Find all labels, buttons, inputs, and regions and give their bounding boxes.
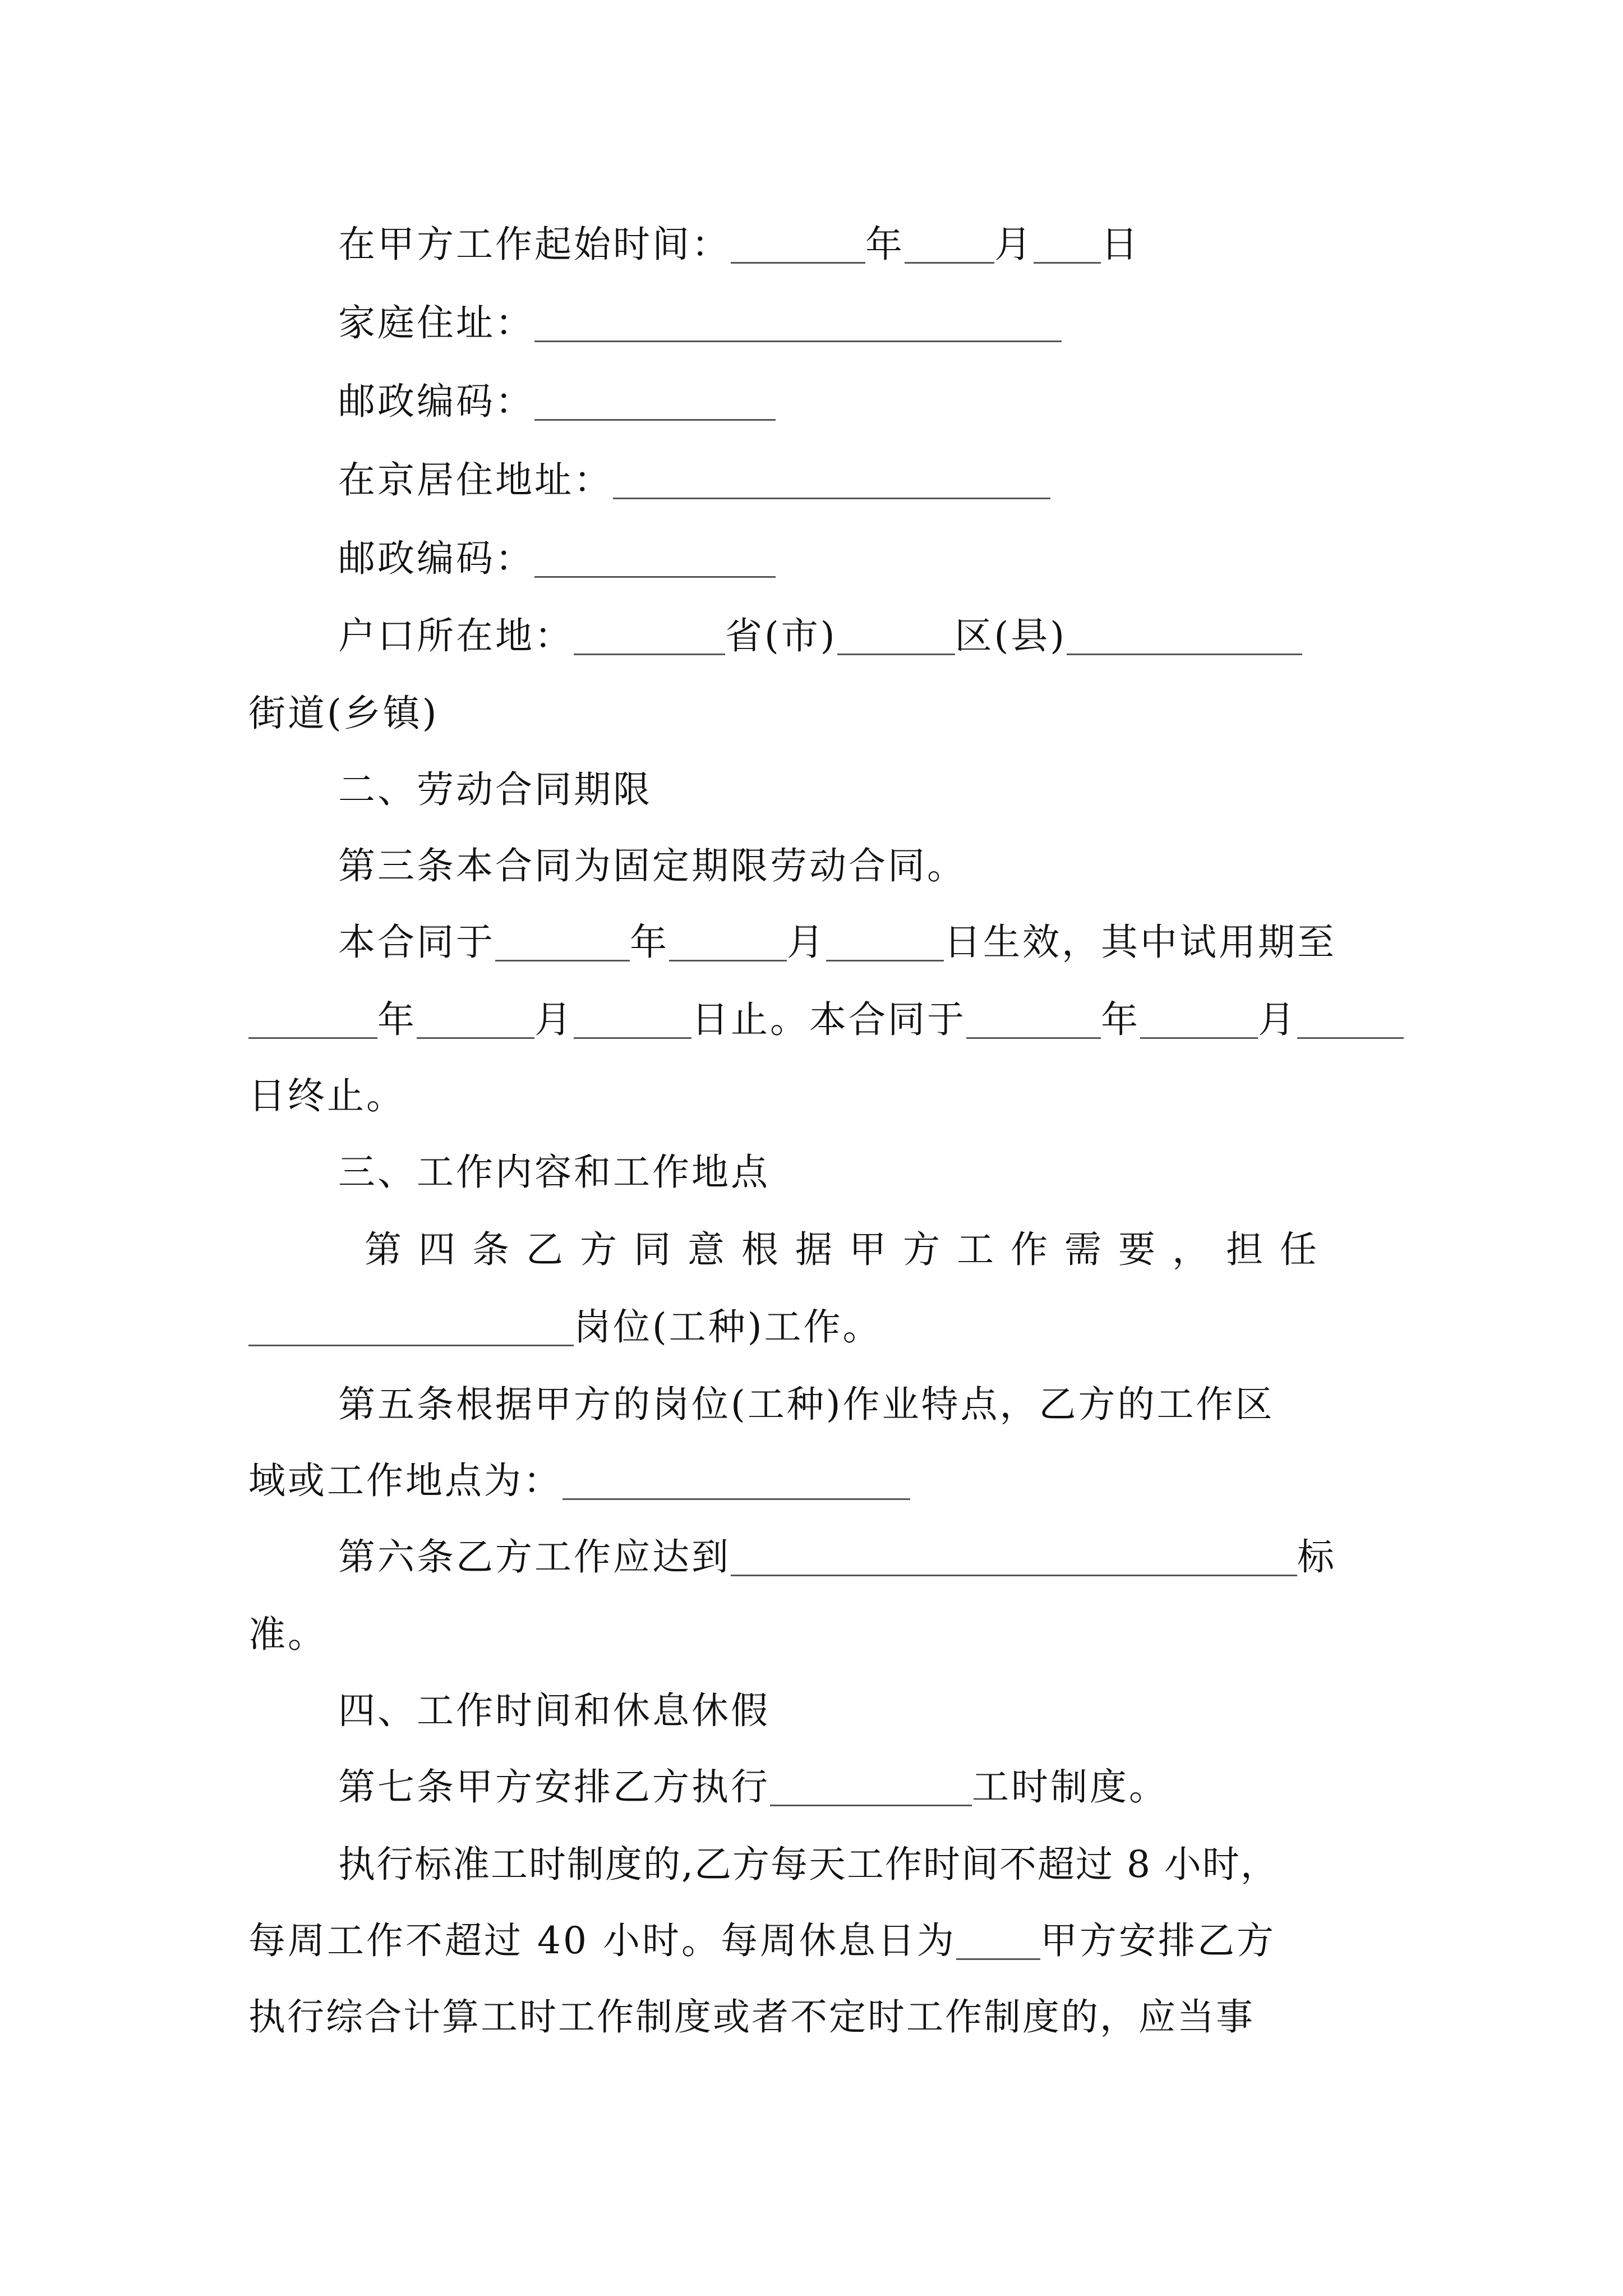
beijing-address-line: 在京居住地址： bbox=[0, 447, 1623, 514]
postal-code-line-2: 邮政编码： bbox=[0, 525, 1623, 592]
article-7: 第七条甲方安排乙方执行 工时制度。 bbox=[338, 1765, 1168, 1809]
home-address-line: 家庭住址： bbox=[0, 289, 1623, 357]
article-6-line-1: 第六条乙方工作应达到 标 bbox=[338, 1535, 1336, 1579]
postal-code-blank-2[interactable] bbox=[534, 542, 776, 578]
probation-month-blank[interactable] bbox=[417, 1004, 534, 1039]
article-4-line-1: 第四条乙方同意根据甲方工作需要，担任 bbox=[365, 1228, 1334, 1271]
street-line: 街道(乡镇) bbox=[248, 692, 439, 735]
effective-line-3: 日终止。 bbox=[248, 1074, 405, 1117]
standard-hours-line-1: 执行标准工时制度的,乙方每天工作时间不超过 8 小时， bbox=[338, 1843, 1279, 1886]
end-day-blank[interactable] bbox=[1297, 1004, 1404, 1039]
section-4-heading: 四、工作时间和休息休假 bbox=[338, 1689, 770, 1732]
month-blank[interactable] bbox=[905, 228, 994, 264]
work-location-blank[interactable] bbox=[562, 1465, 910, 1500]
work-hour-system-blank[interactable] bbox=[770, 1771, 972, 1806]
standard-hours-line-2: 每周工作不超过 40 小时。每周休息日为 甲方安排乙方 bbox=[248, 1919, 1276, 1962]
street-blank[interactable] bbox=[1067, 620, 1302, 655]
end-year-blank[interactable] bbox=[966, 1004, 1101, 1039]
standard-hours-line-3: 执行综合计算工时工作制度或者不定时工作制度的，应当事 bbox=[248, 1995, 1255, 2039]
effective-line-2: 年 月 日止。本合同于 年 月 bbox=[0, 986, 1623, 1053]
standard-blank[interactable] bbox=[731, 1541, 1297, 1576]
article-3: 第三条本合同为固定期限劳动合同。 bbox=[338, 844, 966, 887]
hukou-line: 户口所在地： 省(市) 区(县) bbox=[0, 602, 1623, 670]
province-blank[interactable] bbox=[574, 620, 725, 655]
rest-day-blank[interactable] bbox=[956, 1925, 1040, 1960]
article-5-line-2: 域或工作地点为： bbox=[0, 1447, 1623, 1515]
start-date-line: 在甲方工作起始时间： 年 月 日 bbox=[338, 223, 1140, 266]
effective-day-blank[interactable] bbox=[826, 926, 944, 961]
effective-year-blank[interactable] bbox=[495, 926, 630, 961]
year-blank[interactable] bbox=[731, 228, 865, 264]
beijing-address-blank[interactable] bbox=[613, 464, 1050, 499]
section-2-heading: 二、劳动合同期限 bbox=[338, 768, 652, 811]
day-blank[interactable] bbox=[1034, 228, 1101, 264]
article-4-line-2: 岗位(工种)工作。 bbox=[0, 1294, 1623, 1361]
article-6-line-2: 准。 bbox=[248, 1613, 327, 1656]
end-month-blank[interactable] bbox=[1140, 1004, 1258, 1039]
home-address-blank[interactable] bbox=[534, 307, 1062, 342]
postal-code-line-1: 邮政编码： bbox=[0, 368, 1623, 435]
effective-month-blank[interactable] bbox=[669, 926, 787, 961]
effective-line-1: 本合同于 年 月 日生效，其中试用期至 bbox=[338, 921, 1336, 964]
probation-year-blank[interactable] bbox=[248, 1004, 377, 1039]
section-3-heading: 三、工作内容和工作地点 bbox=[338, 1151, 770, 1194]
article-5-line-1: 第五条根据甲方的岗位(工种)作业特点，乙方的工作区 bbox=[338, 1383, 1275, 1426]
district-blank[interactable] bbox=[837, 620, 955, 655]
probation-day-blank[interactable] bbox=[574, 1004, 691, 1039]
position-blank[interactable] bbox=[248, 1311, 574, 1346]
postal-code-blank-1[interactable] bbox=[534, 385, 776, 421]
